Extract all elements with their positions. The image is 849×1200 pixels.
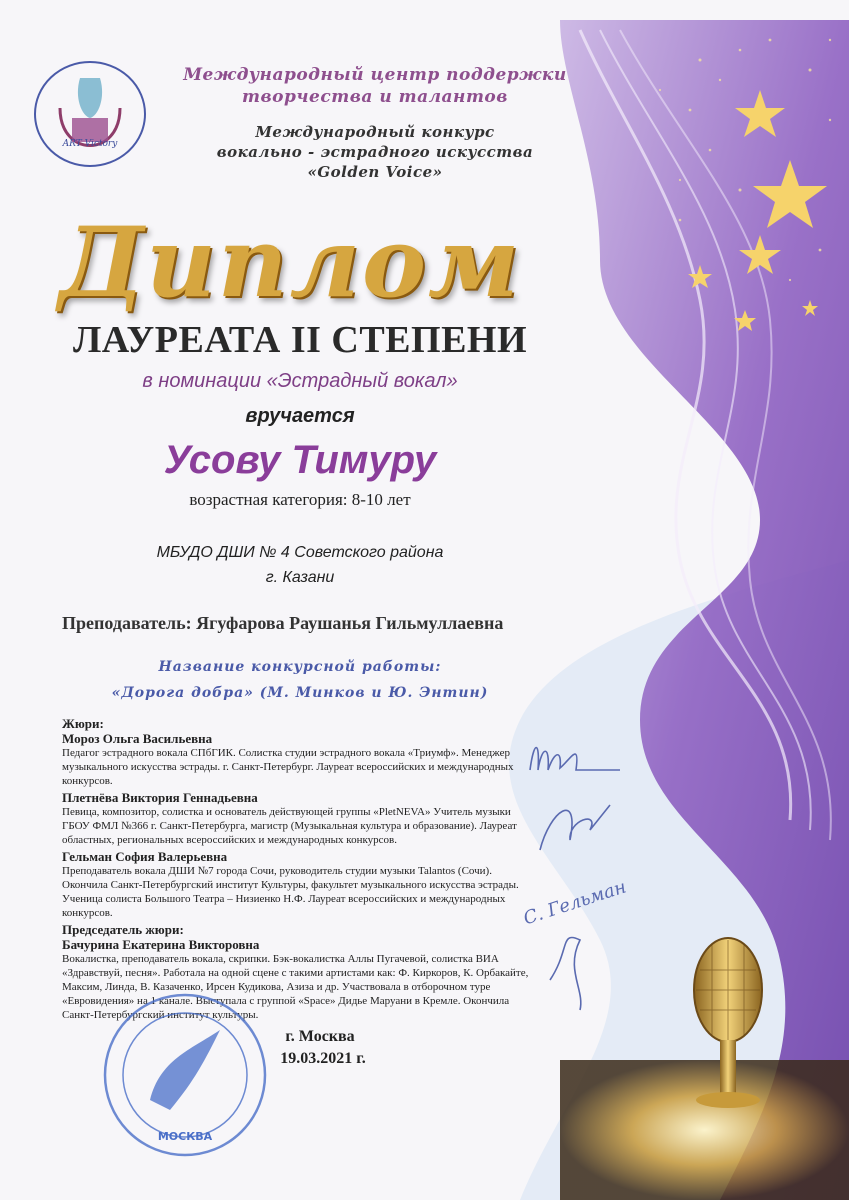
school-line: МБУДО ДШИ № 4 Советского района <box>156 544 444 561</box>
competition-work <box>60 654 540 706</box>
art-victory-logo <box>30 58 150 170</box>
degree-title: ЛАУРЕАТА II СТЕПЕНИ <box>72 319 528 361</box>
signatures <box>510 730 650 1020</box>
jury-chair-name: Бачурина Екатерина Викторовна <box>62 937 260 952</box>
stamp-city: МОСКВА <box>157 1130 213 1143</box>
jury-member-name: Мороз Ольга Васильевна <box>62 731 213 746</box>
contest-line: вокально - эстрадного искусства <box>216 143 534 161</box>
teacher: Преподаватель: Ягуфарова Раушанья Гильмуллаевна <box>62 613 504 633</box>
work-label: Название конкурсной работы: <box>158 659 442 675</box>
logo-name: ART Victory <box>62 139 118 149</box>
age-category: возрастная категория: 8-10 лет <box>189 490 411 509</box>
school-city: г. Казани <box>265 569 335 586</box>
awarded-label: вручается <box>245 405 355 427</box>
recipient-name: Усову Тимуру <box>163 438 437 482</box>
jury-member-desc: Педагог эстрадного вокала СПбГИК. Солистка студии эстрадного вокала «Триумф». Менеджер музыкального искусства эстрады. г. Санкт-Петербург. Лауреат всероссийских и международных конкурсов. <box>62 747 514 787</box>
work-title: «Дорога добра» (М. Минков и Ю. Энтин) <box>111 685 489 701</box>
jury-chair-desc: Вокалистка, преподаватель вокала, скрипки. Бэк-вокалистка Аллы Пугачевой, солистка ВИА «Здравствуй, песня». Работала на одной сцене с такими артистами как: Ф. Киркоров, К. Орбакайте, Максим, Линда, В. Казаченко, Ирсен Кудикова, Азиза и др. Участвовала в отборочном туре «Евровидения» на 1 канале. Выступала с группой «Space» Дидье Маруани в Кремле. Окончила Санкт-Петербургский институт культуры. <box>62 953 529 1021</box>
nomination: в номинации «Эстрадный вокал» <box>142 370 458 392</box>
jury-section <box>62 716 532 1024</box>
organization-line: творчества и талантов <box>242 87 508 107</box>
stamp <box>100 990 270 1160</box>
contest-name <box>190 122 560 182</box>
contest-line: Международный конкурс <box>255 123 495 141</box>
date: 19.03.2021 г. <box>280 1050 366 1067</box>
jury-member-desc: Преподаватель вокала ДШИ №7 города Сочи, руководитель студии музыки Talantos (Сочи). Окончила Санкт-Петербургский институт Культуры, факультет музыкального искусства эстрады. Ученица солиста Большого Театра – Низиенко Н.Ф. Лауреат всероссийских и международных конкурсов. <box>62 865 519 919</box>
signature-2 <box>540 805 610 850</box>
jury-heading: Жюри: <box>62 716 104 731</box>
signature-3: С. Гельман <box>520 876 629 930</box>
jury-chair-heading: Председатель жюри: <box>62 922 184 937</box>
school <box>90 540 510 590</box>
bird-icon <box>150 1030 220 1110</box>
contest-line: «Golden Voice» <box>307 163 443 181</box>
city: г. Москва <box>285 1028 355 1045</box>
jury-member-name: Гельман София Валерьевна <box>62 849 228 864</box>
organization-name <box>150 64 600 108</box>
diploma-title: Диплом <box>58 206 522 319</box>
signature-4 <box>550 937 581 1010</box>
organization-line: Международный центр поддержки <box>183 65 567 85</box>
jury-member-name: Плетнёва Виктория Геннадьевна <box>62 790 258 805</box>
signature-1 <box>530 748 620 771</box>
jury-member-desc: Певица, композитор, солистка и основатель действующей группы «PletNEVA» Учитель музыки ГБОУ ФМЛ №366 г. Санкт-Петербурга, магистр (Музыкальная культура и образование). Лауреат областных, региональных всероссийских и международных конкурсов. <box>62 806 517 846</box>
